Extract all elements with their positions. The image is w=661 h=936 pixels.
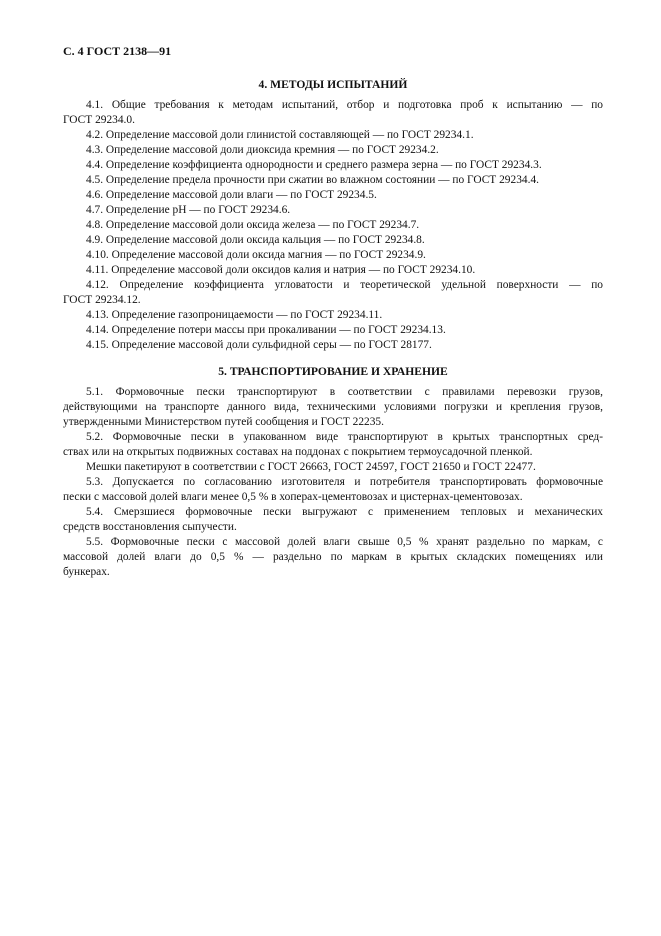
text-line: 4.8. Определение массовой доли оксида железа — по ГОСТ 29234.7. (86, 219, 420, 231)
paragraph (63, 535, 603, 580)
text-line: 4.12. Определение коэффициента угловатости и теоретической удельной поверхности — по (86, 279, 603, 291)
section-title: 4. МЕТОДЫ ИСПЫТАНИЙ (258, 78, 408, 91)
text-line: 4.14. Определение потери массы при прокаливании — по ГОСТ 29234.13. (86, 324, 446, 336)
paragraph (63, 308, 603, 323)
text-line: Мешки пакетируют в соответствии с ГОСТ 26663, ГОСТ 24597, ГОСТ 21650 и ГОСТ 22477. (86, 461, 536, 473)
paragraph (63, 218, 603, 233)
text-line: 5.1. Формовочные пески транспортируют в соответствии с правилами перевозки грузов, (86, 386, 603, 398)
paragraph (63, 188, 603, 203)
text-line: 5.5. Формовочные пески с массовой долей влаги свыше 0,5 % хранят раздельно по маркам, с (86, 536, 603, 548)
text-line: 4.13. Определение газопроницаемости — по ГОСТ 29234.11. (86, 309, 383, 321)
document-body (63, 77, 603, 580)
paragraph (63, 505, 603, 535)
text-line: бункерах. (63, 566, 110, 578)
paragraph (63, 430, 603, 460)
paragraph (63, 98, 603, 128)
text-line: 4.11. Определение массовой доли оксидов калия и натрия — по ГОСТ 29234.10. (86, 264, 476, 276)
paragraph (63, 278, 603, 308)
paragraph (63, 385, 603, 430)
text-line: 4.6. Определение массовой доли влаги — по ГОСТ 29234.5. (86, 189, 377, 201)
paragraph (63, 338, 603, 353)
page-header: С. 4 ГОСТ 2138—91 (63, 44, 172, 58)
paragraph (63, 248, 603, 263)
text-line: действующими на транспорте данного вида, техническими условиями погрузки и крепления грузов, (63, 401, 603, 413)
paragraph (63, 263, 603, 278)
paragraph (63, 203, 603, 218)
text-line: пески с массовой долей влаги менее 0,5 % в хоперах-цементовозах и цистернах-цементовозах. (63, 491, 523, 503)
text-line: 4.4. Определение коэффициента однородности и среднего размера зерна — по ГОСТ 29234.3. (86, 159, 542, 171)
paragraph (63, 475, 603, 505)
text-line: ствах или на открытых подвижных составах на поддонах с покрытием термоусадочной пленкой. (63, 446, 533, 458)
text-line: 5.4. Смерзшиеся формовочные пески выгружают с применением тепловых и механических (86, 506, 603, 518)
text-line: массовой долей влаги до 0,5 % — раздельно по маркам в крытых складских помещениях или (63, 551, 603, 563)
paragraph (63, 460, 603, 475)
text-line: 4.15. Определение массовой доли сульфидной серы — по ГОСТ 28177. (86, 339, 432, 351)
text-line: ГОСТ 29234.0. (63, 114, 135, 126)
paragraph (63, 173, 603, 188)
text-line: 5.3. Допускается по согласованию изготовителя и потребителя транспортировать формовочные (86, 476, 603, 488)
text-line: 4.9. Определение массовой доли оксида кальция — по ГОСТ 29234.8. (86, 234, 425, 246)
section-title: 5. ТРАНСПОРТИРОВАНИЕ И ХРАНЕНИЕ (218, 365, 448, 378)
text-line: 4.1. Общие требования к методам испытаний, отбор и подготовка проб к испытанию — по (86, 99, 603, 111)
text-line: утвержденными Министерством путей сообщения и ГОСТ 22235. (63, 416, 384, 428)
text-line: средств восстановления сыпучести. (63, 521, 237, 533)
paragraph (63, 128, 603, 143)
text-line: 4.7. Определение pH — по ГОСТ 29234.6. (86, 204, 291, 216)
paragraph (63, 233, 603, 248)
text-line: ГОСТ 29234.12. (63, 294, 141, 306)
text-line: 4.10. Определение массовой доли оксида магния — по ГОСТ 29234.9. (86, 249, 426, 261)
text-line: 5.2. Формовочные пески в упакованном виде транспортируют в крытых транспортных сред- (86, 431, 603, 443)
paragraph (63, 323, 603, 338)
text-line: 4.5. Определение предела прочности при сжатии во влажном состоянии — по ГОСТ 29234.4. (86, 174, 539, 186)
paragraph (63, 143, 603, 158)
paragraph (63, 158, 603, 173)
text-line: 4.2. Определение массовой доли глинистой составляющей — по ГОСТ 29234.1. (86, 129, 474, 141)
text-line: 4.3. Определение массовой доли диоксида кремния — по ГОСТ 29234.2. (86, 144, 439, 156)
